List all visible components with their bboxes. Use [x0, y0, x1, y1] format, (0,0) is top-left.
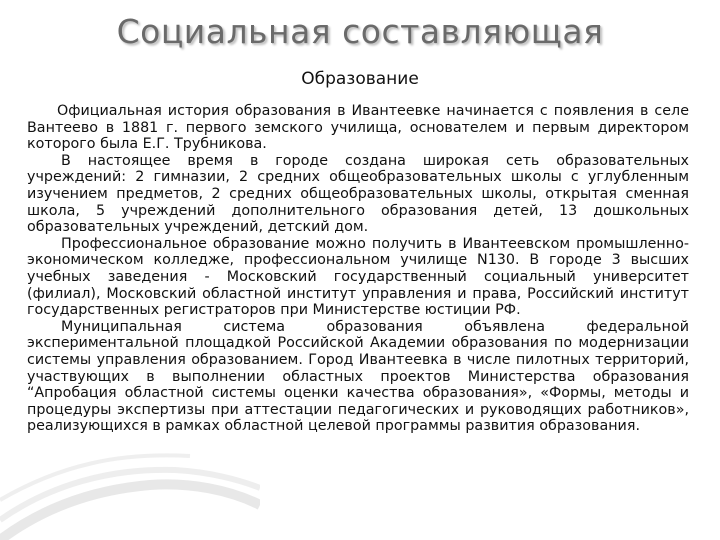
paragraph-history: Официальная история образования в Ивантеевке начинается с появления в селе Вантеево в 1881 г. первого земского училища, основателем и первым директором которого была Е.Г. Трубникова. [27, 103, 689, 153]
decor-curve-2 [0, 470, 260, 520]
slide-subtitle: Образование [301, 69, 419, 89]
slide-title: Социальная составляющая [116, 12, 604, 51]
paragraph-professional: Профессиональное образование можно получить в Ивантеевском промышленно-экономическом колледже, профессиональном училище N130. В городе 3 высших учебных заведения - Московский государственный социальный университет (филиал), Московский областной институт управления и права, Российский институт государственных регистраторов при Министерстве юстиции РФ. [27, 235, 689, 319]
paragraph-institutions: В настоящее время в городе создана широкая сеть образовательных учреждений: 2 гимназии, 2 средних общеобразовательных школы с углубленным изучением предметов, 2 средних общеобразовательных школы, открытая сменная школа, 5 учреждений дополнительного образования детей, 13 дошкольных образовательных учреждений, детский дом. [27, 152, 689, 236]
paragraph-municipal: Муниципальная система образования объявлена федеральной экспериментальной площадкой Российской Академии образования по модернизации системы управления образованием. Город Ивантеевка в числе пилотных территорий, участвующих в выполнении областных проектов Министерства образования “Апробация областной системы оценки качества образования», «Формы, методы и процедуры экспертизы при аттестации педагогических и руководящих работников», реализующихся в рамках областной целевой программы развития образования. [27, 318, 689, 435]
body-text [27, 103, 689, 435]
decor-curve-3 [0, 455, 190, 500]
decor-curve-1 [0, 484, 260, 540]
